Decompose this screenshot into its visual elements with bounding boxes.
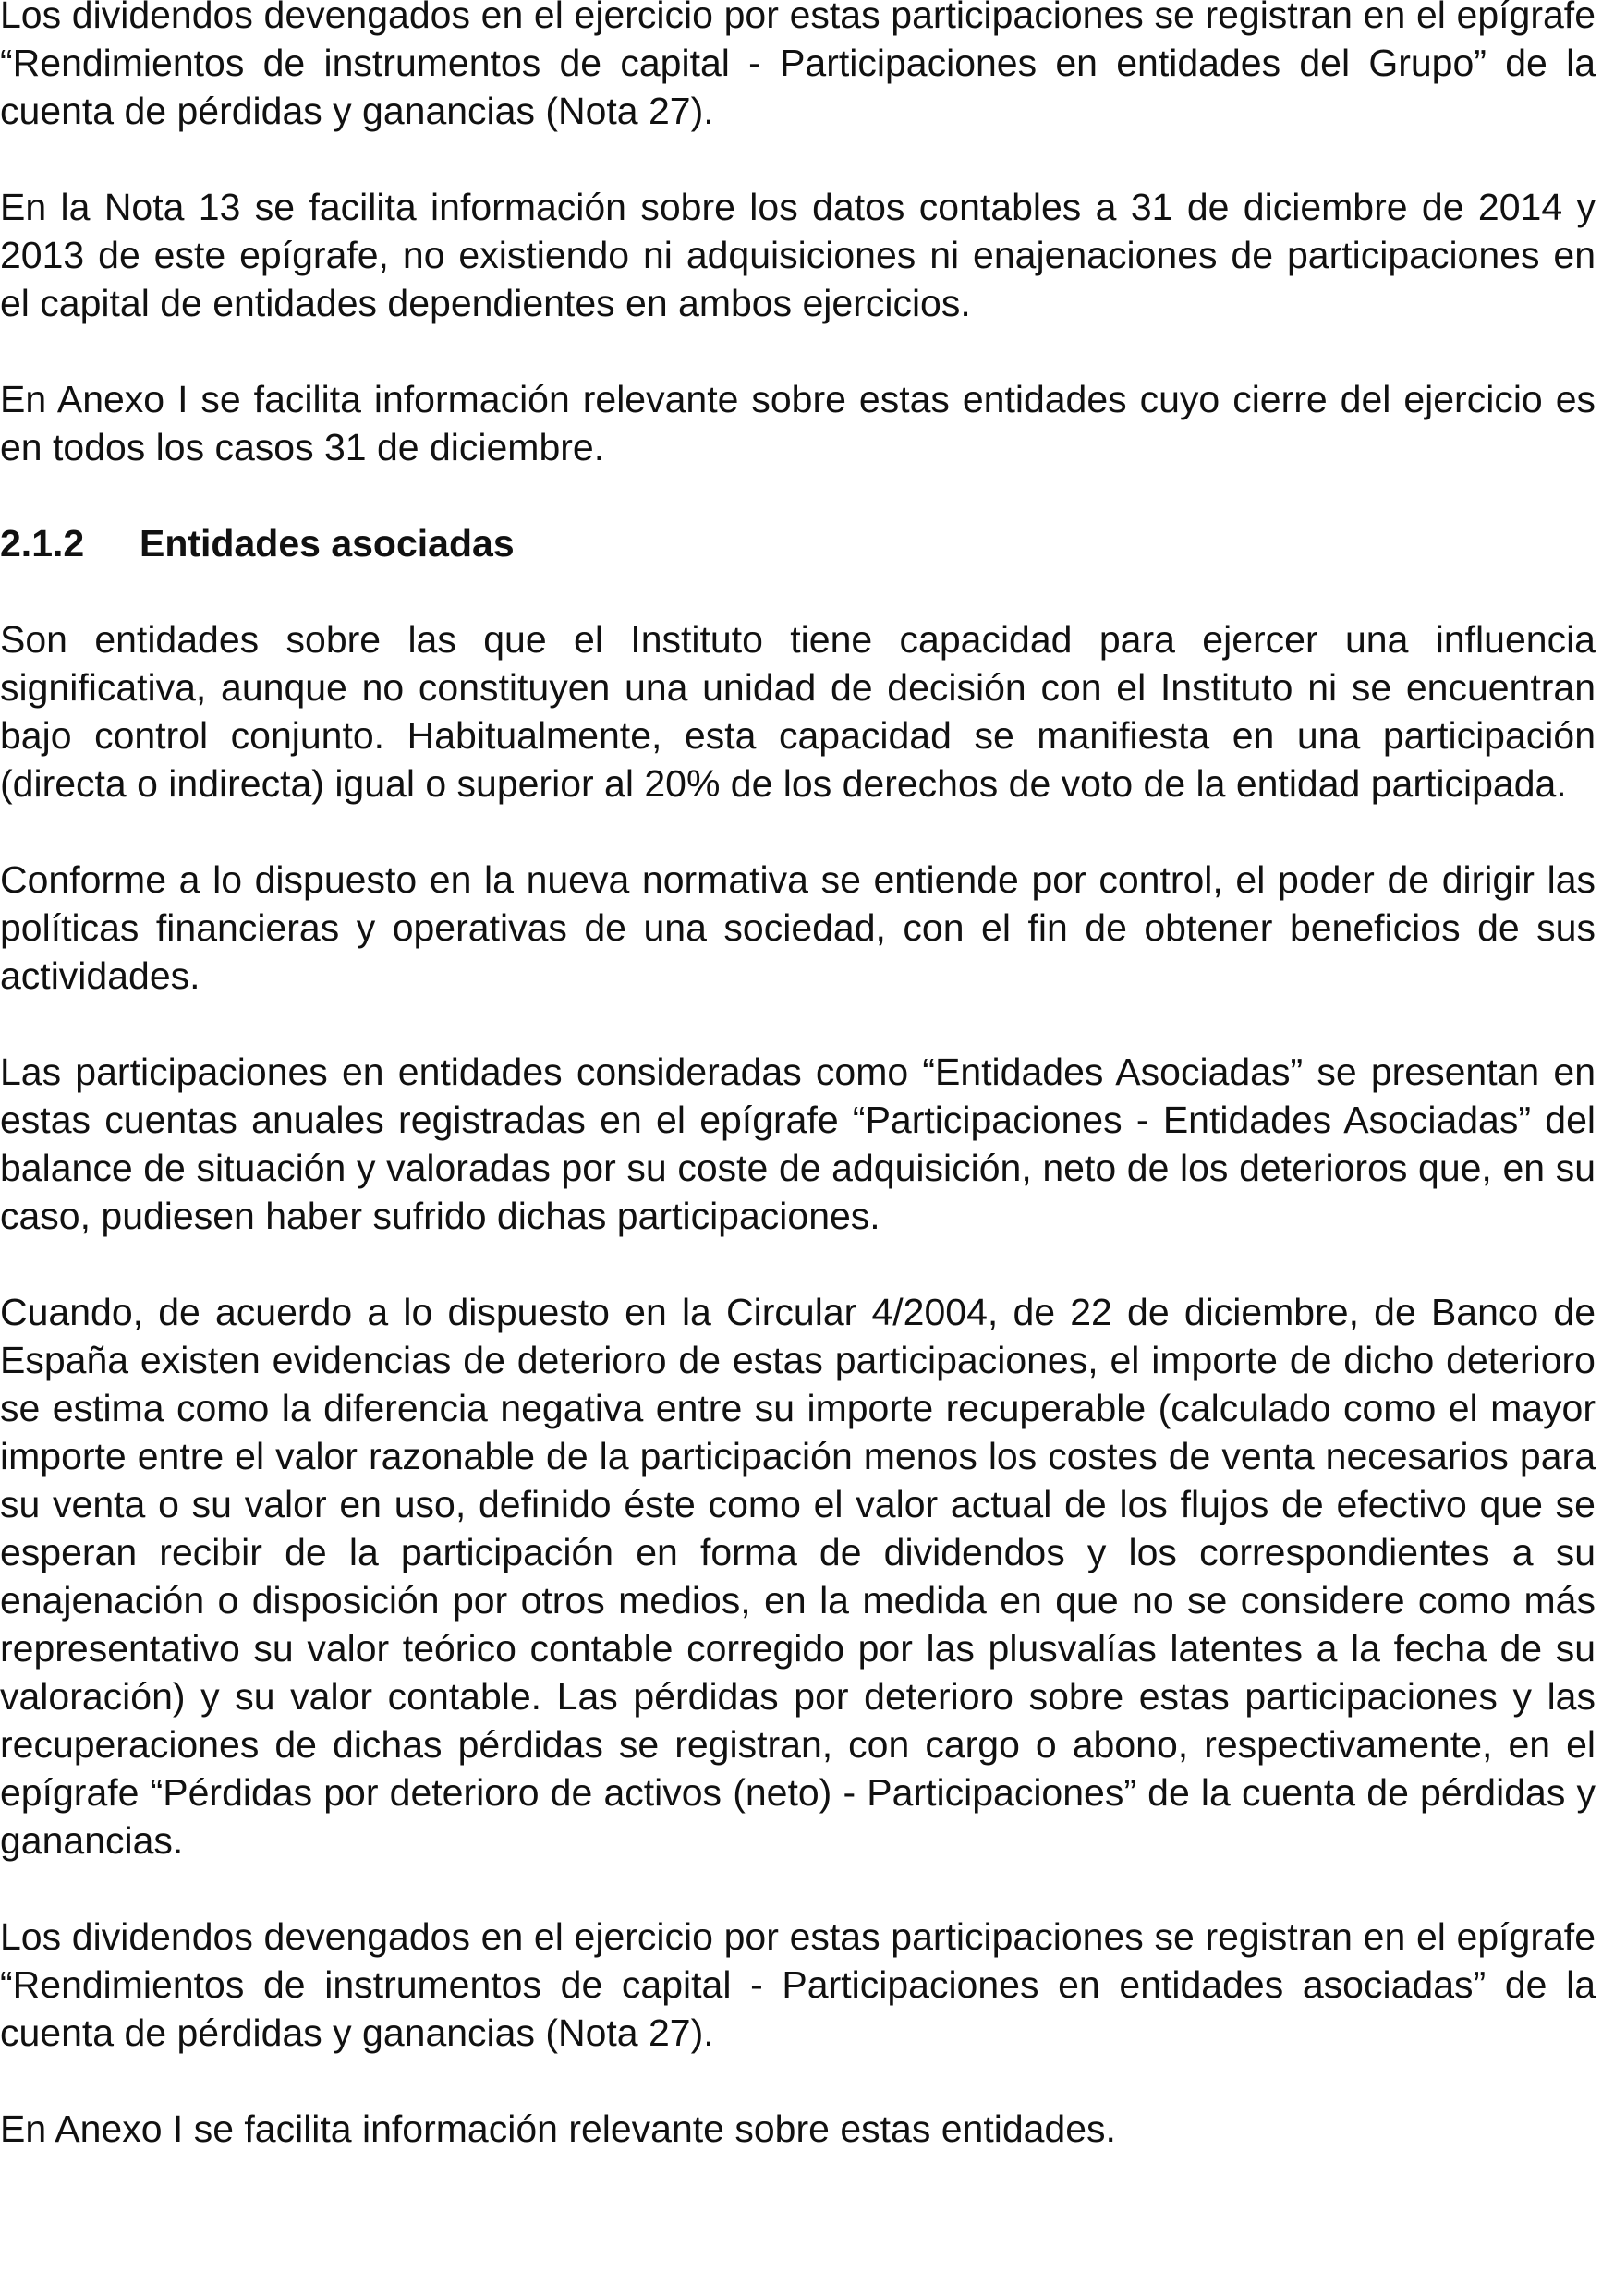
paragraph-control-definition: Conforme a lo dispuesto en la nueva normativa se entiende por control, el poder de dirigir las políticas financieras y operativas de una sociedad, con el fin de obtener beneficios de sus actividades. (0, 858, 1596, 997)
paragraph-dividends-associates: Los dividendos devengados en el ejercicio por estas participaciones se registran en el epígrafe “Rendimientos de instrumentos de capital - Participaciones en entidades asociadas” de la cuenta de pérdidas y ganancias (Nota 27). (0, 1915, 1596, 2054)
paragraph-annex-associates: En Anexo I se facilita información relevante sobre estas entidades. (0, 2108, 1116, 2150)
paragraph-dividends-group: Los dividendos devengados en el ejercicio por estas participaciones se registran en el epígrafe “Rendimientos de instrumentos de capital - Participaciones en entidades del Grupo” de la cuenta de pérdidas y ganancias (Nota 27). (0, 0, 1596, 132)
section-title: Entidades asociadas (140, 522, 515, 565)
paragraph-impairment: Cuando, de acuerdo a lo dispuesto en la Circular 4/2004, de 22 de diciembre, de Banco de España existen evidencias de deterioro de estas participaciones, el importe de dicho deterioro se estima como la diferencia negativa entre su importe recuperable (calculado como el mayor importe entre el valor razonable de la participación menos los costes de venta necesarios para su venta o su valor en uso, definido éste como el valor actual de los flujos de efectivo que se esperan recibir de la participación en forma de dividendos y los correspondientes a su enajenación o disposición por otros medios, en la medida en que no se considere como más representativo su valor teórico contable corregido por las plusvalías latentes a la fecha de su valoración) y su valor contable. Las pérdidas por deterioro sobre estas participaciones y las recuperaciones de dichas pérdidas se registran, con cargo o abono, respectivamente, en el epígrafe “Pérdidas por deterioro de activos (neto) - Participaciones” de la cuenta de pérdidas y ganancias. (0, 1291, 1596, 1862)
section-heading (0, 519, 1596, 567)
paragraph-annex-dependent: En Anexo I se facilita información relevante sobre estas entidades cuyo cierre del ejercicio es en todos los casos 31 de diciembre. (0, 378, 1596, 468)
paragraph-associates-valuation: Las participaciones en entidades consideradas como “Entidades Asociadas” se presentan en estas cuentas anuales registradas en el epígrafe “Participaciones - Entidades Asociadas” del balance de situación y valoradas por su coste de adquisición, neto de los deterioros que, en su caso, pudiesen haber sufrido dichas participaciones. (0, 1051, 1596, 1237)
paragraph-associates-definition: Son entidades sobre las que el Instituto tiene capacidad para ejercer una influencia significativa, aunque no constituyen una unidad de decisión con el Instituto ni se encuentran bajo control conjunto. Habitualmente, esta capacidad se manifiesta en una participación (directa o indirecta) igual o superior al 20% de los derechos de voto de la entidad participada. (0, 618, 1596, 805)
section-number: 2.1.2 (0, 522, 85, 565)
paragraph-note-13: En la Nota 13 se facilita información sobre los datos contables a 31 de diciembre de 2014 y 2013 de este epígrafe, no existiendo ni adquisiciones ni enajenaciones de participaciones en el capital de entidades dependientes en ambos ejercicios. (0, 186, 1596, 324)
